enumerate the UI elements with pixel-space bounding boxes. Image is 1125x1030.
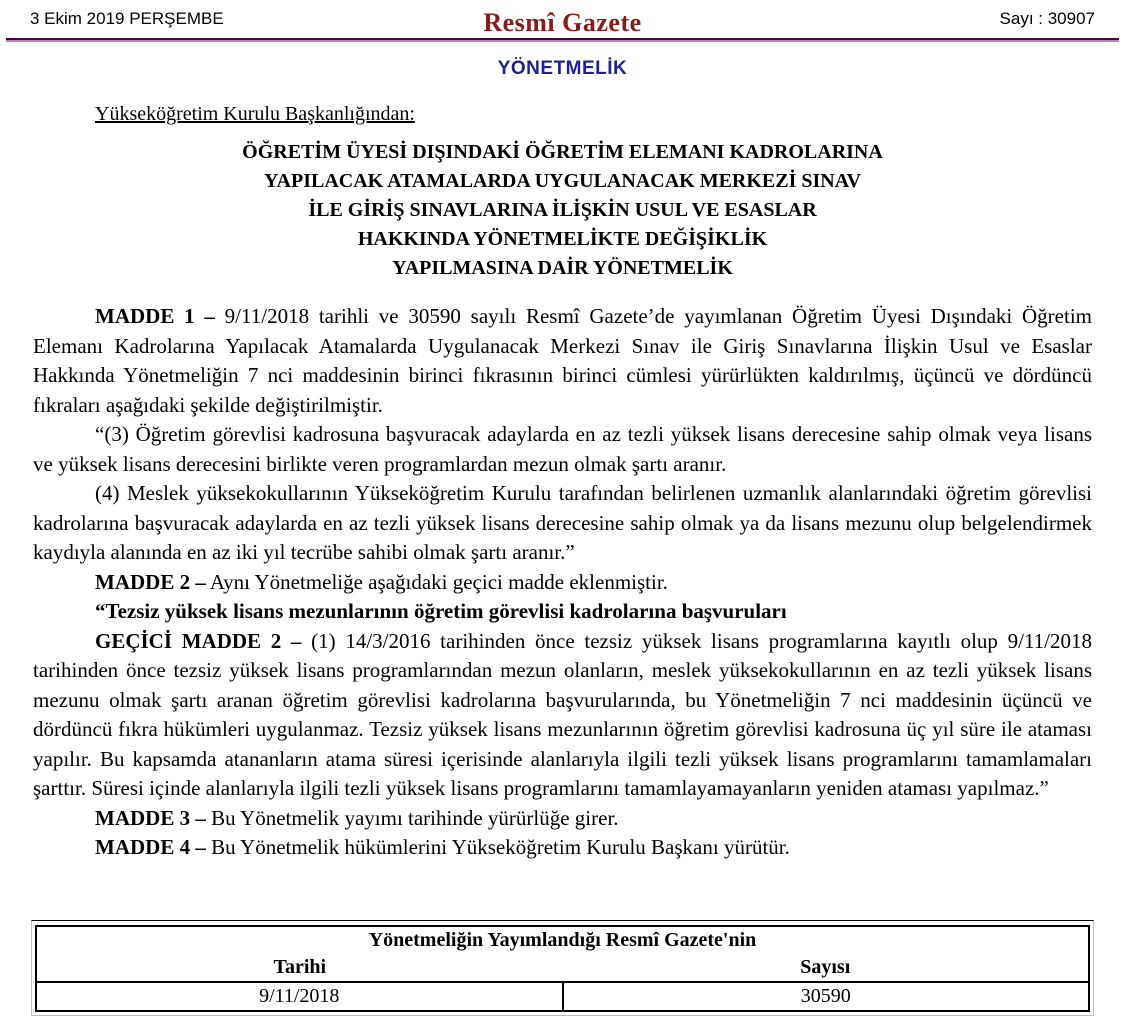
table-col-header-number: Sayısı [800,956,851,978]
body-paragraph: MADDE 2 – Aynı Yönetmeliğe aşağıdaki geçici madde eklenmiştir. [95,569,668,594]
paragraph-lead: MADDE 2 – [95,569,206,594]
paragraph-lead: MADDE 3 – [95,805,206,830]
section-heading: YÖNETMELİK [497,58,628,79]
regulation-title-line: İLE GİRİŞ SINAVLARINA İLİŞKİN USUL VE ESASLAR [308,199,817,221]
regulation-body [33,302,1092,863]
paragraph-lead: MADDE 4 – [95,835,206,859]
masthead-title: Resmî Gazete [483,8,642,37]
table-header-row [36,954,1089,982]
table-title-row [36,926,1089,954]
body-paragraph: (4) Meslek yüksekokullarının Yükseköğretim Kurulu tarafından belirlenen uzmanlık alanlarındaki öğretim görevlisi kadrolarına başvuracak adaylarda en az tezli yüksek lisans derecesine sahip olmak ya da lisans mezunu olup belgelendirmek kaydıyla alanında en az iki yıl tecrübe sahibi olmak şartı aranır.” [33,481,1092,564]
regulation-title-line: HAKKINDA YÖNETMELİKTE DEĞİŞİKLİK [357,228,768,250]
body-paragraph: MADDE 3 – Bu Yönetmelik yayımı tarihinde yürürlüğe girer. [95,805,619,830]
body-paragraph: MADDE 4 – Bu Yönetmelik hükümlerini Yükseköğretim Kurulu Başkanı yürütür. [95,835,790,859]
table-data-row [36,982,1089,1011]
paragraph-lead: GEÇİCİ MADDE 2 – [95,628,302,653]
issuing-authority-line: Yükseköğretim Kurulu Başkanlığından: [95,103,415,125]
table-cell-number: 30590 [563,982,1090,1011]
body-paragraph: MADDE 1 – 9/11/2018 tarihli ve 30590 sayılı Resmî Gazete’de yayımlanan Öğretim Üyesi Dışındaki Öğretim Elemanı Kadrolarına Yapılacak Atamalarda Uygulanacak Merkezi Sınav ile Giriş Sınavlarına İlişkin Usul ve Esaslar Hakkında Yönetmeliğin 7 nci maddesinin birinci fıkrasının birinci cümlesi yürürlükten kaldırılmış, üçüncü ve dördüncü fıkraları aşağıdaki şekilde değiştirilmiştir. [33,304,1092,417]
table-cell-date: 9/11/2018 [36,982,563,1011]
issue-number: Sayı : 30907 [999,9,1095,28]
regulation-title-line: YAPILMASINA DAİR YÖNETMELİK [392,257,733,279]
body-paragraph: GEÇİCİ MADDE 2 – (1) 14/3/2016 tarihinden önce tezsiz yüksek lisans programlarına kayıtlı olup 9/11/2018 tarihinden önce tezsiz yüksek lisans programlarından mezun olanların, meslek yüksekokullarının en az tezli yüksek lisans mezunu olmak şartı aranan öğretim görevlisi kadrolarına başvurularında, bu Yönetmeliğin 7 nci maddesinin üçüncü ve dördüncü fıkra hükümleri uygulanmaz. Tezsiz yüksek lisans mezunlarının öğretim görevlisi kadrosuna üç yıl süre ile ataması yapılır. Bu kapsamda atananların atama süresi içerisinde alanlarıyla ilgili tezli yüksek lisans programlarını tamamlamaları şarttır. Süresi içinde alanlarıyla ilgili tezli yüksek lisans programlarını tamamlayamayanların yeniden ataması yapılmaz.” [33,628,1092,800]
body-paragraph: “(3) Öğretim görevlisi kadrosuna başvuracak adaylarda en az tezli yüksek lisans derecesine sahip olmak veya lisans ve yüksek lisans derecesini birlikte veren programlardan mezun olmak şartı aranır. [33,422,1092,476]
body-paragraph [33,597,1092,627]
paragraph-lead: “Tezsiz yüksek lisans mezunlarının öğretim görevlisi kadrolarına başvuruları [95,599,787,623]
masthead [0,0,1125,38]
regulation-title-line: YAPILACAK ATAMALARDA UYGULANACAK MERKEZİ SINAV [263,170,862,192]
paragraph-lead: MADDE 1 – [95,304,215,328]
regulation-title [0,138,1125,283]
issue-date: 3 Ekim 2019 PERŞEMBE [30,9,224,28]
table-title: Yönetmeliğin Yayımlandığı Resmî Gazete'nin [368,929,757,951]
table-col-header-date: Tarihi [273,956,327,978]
publication-info-table-wrap [31,920,1094,1016]
masthead-rule [6,38,1119,42]
regulation-title-line: ÖĞRETİM ÜYESİ DIŞINDAKİ ÖĞRETİM ELEMANI KADROLARINA [242,141,883,163]
publication-info-table [35,925,1090,1012]
